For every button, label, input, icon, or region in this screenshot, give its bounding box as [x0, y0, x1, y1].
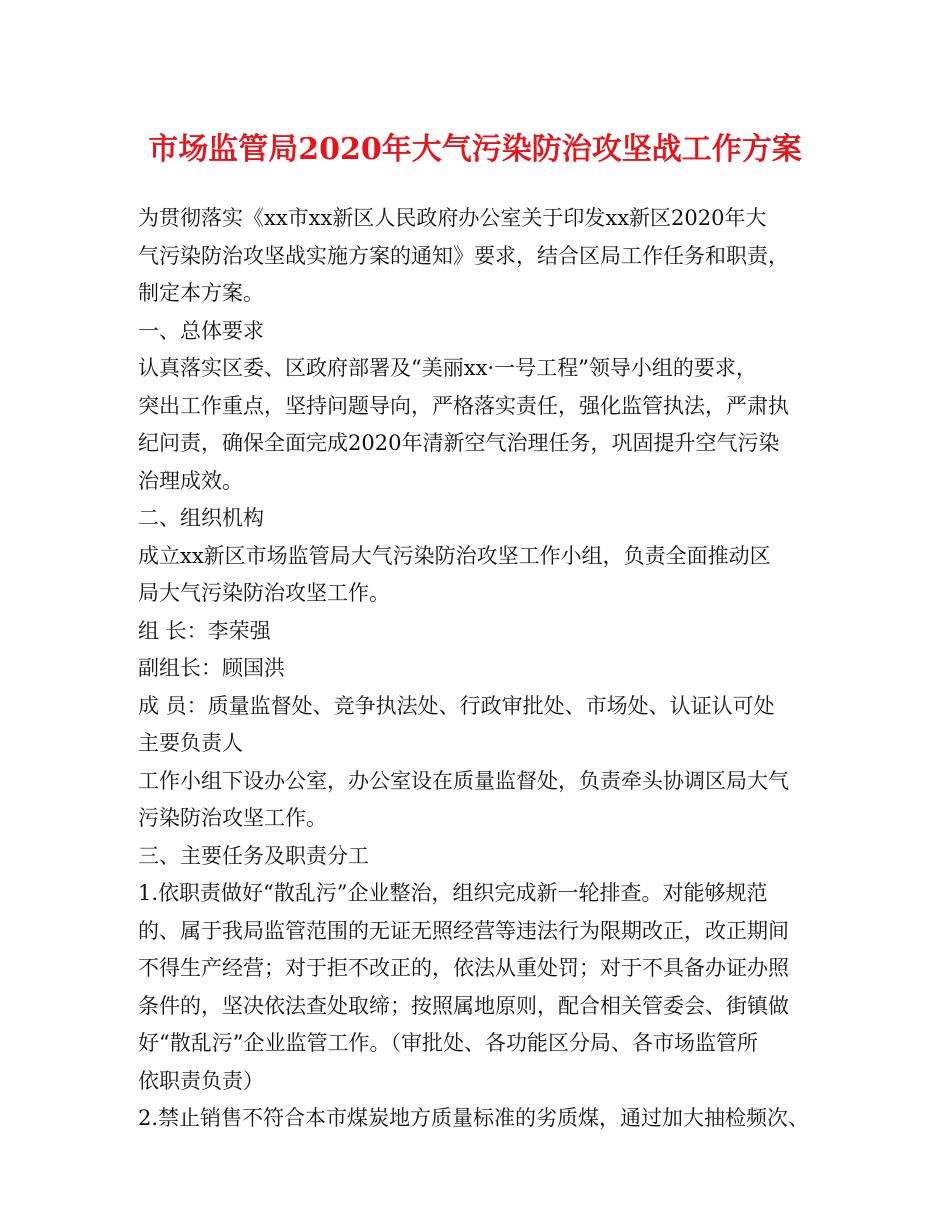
body-line: 为贯彻落实《xx市xx新区人民政府办公室关于印发xx新区2020年大: [138, 206, 767, 230]
body-line: 好“散乱污”企业监管工作。（审批处、各功能区分局、各市场监管所: [138, 1031, 758, 1055]
body-line: 依职责负责）: [138, 1068, 264, 1093]
body-line: 突出工作重点，坚持问题导向，严格落实责任，强化监管执法，严肃执: [138, 393, 789, 418]
body-line: 工作小组下设办公室，办公室设在质量监督处，负责牵头协调区局大气: [138, 768, 789, 793]
body-line: 气污染防治攻坚战实施方案的通知》要求，结合区局工作任务和职责，: [138, 243, 789, 268]
body-line: 的、属于我局监管范围的无证无照经营等违法行为限期改正，改正期间: [138, 918, 789, 943]
body-line: 1.依职责做好“散乱污”企业整治，组织完成新一轮排查。对能够规范: [138, 881, 768, 905]
body-line: 成立xx新区市场监管局大气污染防治攻坚工作小组，负责全面推动区: [138, 543, 771, 568]
body-line: 纪问责，确保全面完成2020年清新空气治理任务，巩固提升空气污染: [138, 431, 780, 455]
body-line: 条件的，坚决依法查处取缔；按照属地原则，配合相关管委会、街镇做: [138, 993, 789, 1018]
body-line: 组 长：李荣强: [138, 618, 271, 643]
body-line: 认真落实区委、区政府部署及“美丽xx·一号工程”领导小组的要求，: [138, 356, 757, 380]
body-line: 制定本方案。: [138, 281, 264, 305]
section-heading: 三、主要任务及职责分工: [138, 843, 369, 868]
document-body: [138, 200, 828, 1138]
body-line: 副组长：顾国洪: [138, 656, 285, 680]
body-line: 主要负责人: [138, 731, 243, 755]
section-heading: 二、组织机构: [138, 506, 264, 530]
document-title: 市场监管局2020年大气污染防治攻坚战工作方案: [148, 132, 802, 167]
section-heading: 一、总体要求: [138, 318, 264, 343]
body-line: 成 员：质量监督处、竞争执法处、行政审批处、市场处、认证认可处: [138, 693, 775, 718]
body-line: 不得生产经营；对于拒不改正的，依法从重处罚；对于不具备办证办照: [138, 956, 789, 980]
body-line: 污染防治攻坚工作。: [138, 806, 327, 830]
body-line: 2.禁止销售不符合本市煤炭地方质量标准的劣质煤，通过加大抽检频次、: [138, 1106, 810, 1130]
body-line: 局大气污染防治攻坚工作。: [138, 581, 390, 605]
body-line: 治理成效。: [138, 468, 243, 493]
